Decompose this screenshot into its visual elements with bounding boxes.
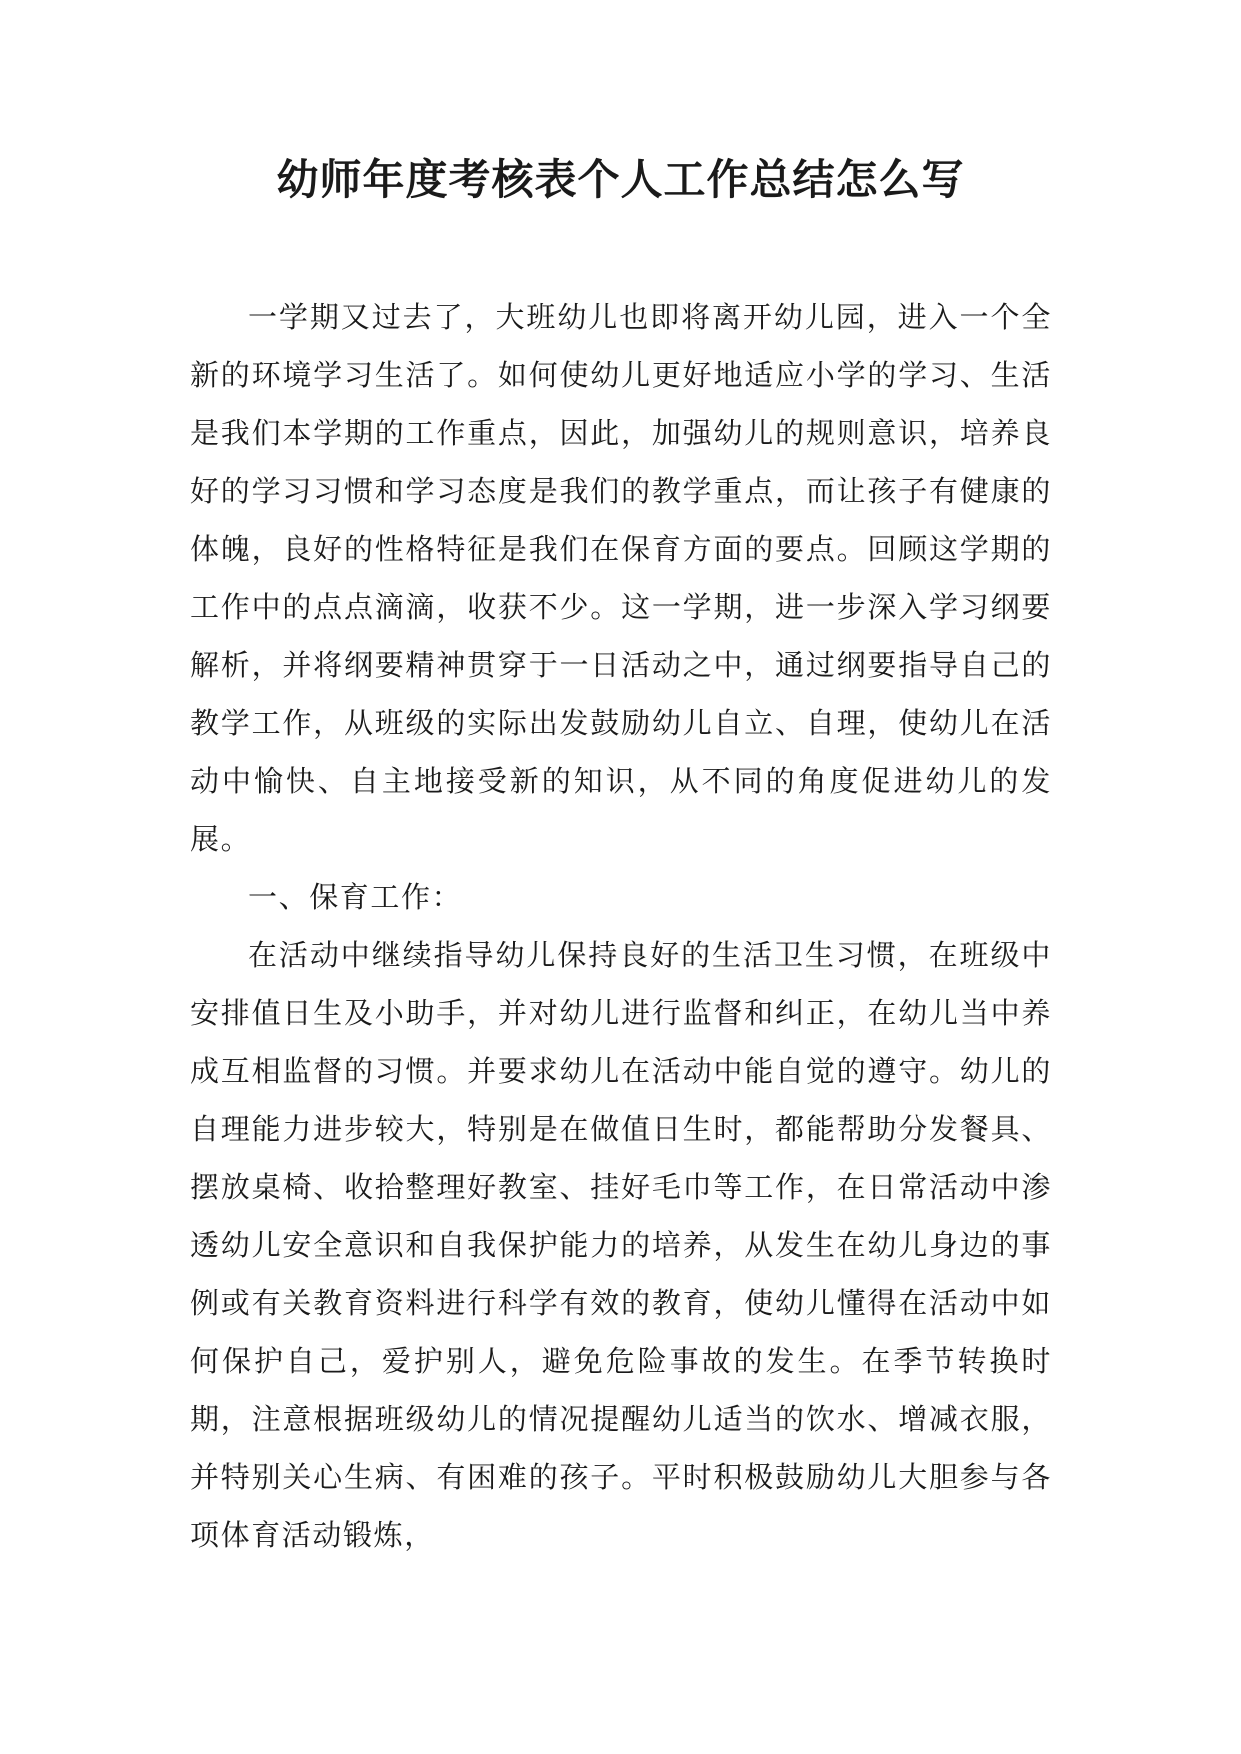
paragraph-childcare: 在活动中继续指导幼儿保持良好的生活卫生习惯，在班级中安排值日生及小助手，并对幼儿进行监督和纠正，在幼儿当中养成互相监督的习惯。并要求幼儿在活动中能自觉的遵守。幼儿的自理能力进步较大，特别是在做值日生时，都能帮助分发餐具、摆放桌椅、收拾整理好教室、挂好毛巾等工作，在日常活动中渗透幼儿安全意识和自我保护能力的培养，从发生在幼儿身边的事例或有关教育资料进行科学有效的教育，使幼儿懂得在活动中如何保护自己，爱护别人，避免危险事故的发生。在季节转换时期，注意根据班级幼儿的情况提醒幼儿适当的饮水、增减衣服，并特别关心生病、有困难的孩子。平时积极鼓励幼儿大胆参与各项体育活动锻炼， (190, 938, 1052, 1552)
paragraph-intro: 一学期又过去了，大班幼儿也即将离开幼儿园，进入一个全新的环境学习生活了。如何使幼儿更好地适应小学的学习、生活是我们本学期的工作重点，因此，加强幼儿的规则意识，培养良好的学习习惯和学习态度是我们的教学重点，而让孩子有健康的体魄，良好的性格特征是我们在保育方面的要点。回顾这学期的工作中的点点滴滴，收获不少。这一学期，进一步深入学习纲要解析，并将纲要精神贯穿于一日活动之中，通过纲要指导自己的教学工作，从班级的实际出发鼓励幼儿自立、自理，使幼儿在活动中愉快、自主地接受新的知识，从不同的角度促进幼儿的发展。 (190, 300, 1052, 856)
section-heading-childcare: 一、保育工作： (248, 880, 463, 914)
document-title: 幼师年度考核表个人工作总结怎么写 (276, 155, 965, 204)
document-body (190, 288, 1052, 1564)
